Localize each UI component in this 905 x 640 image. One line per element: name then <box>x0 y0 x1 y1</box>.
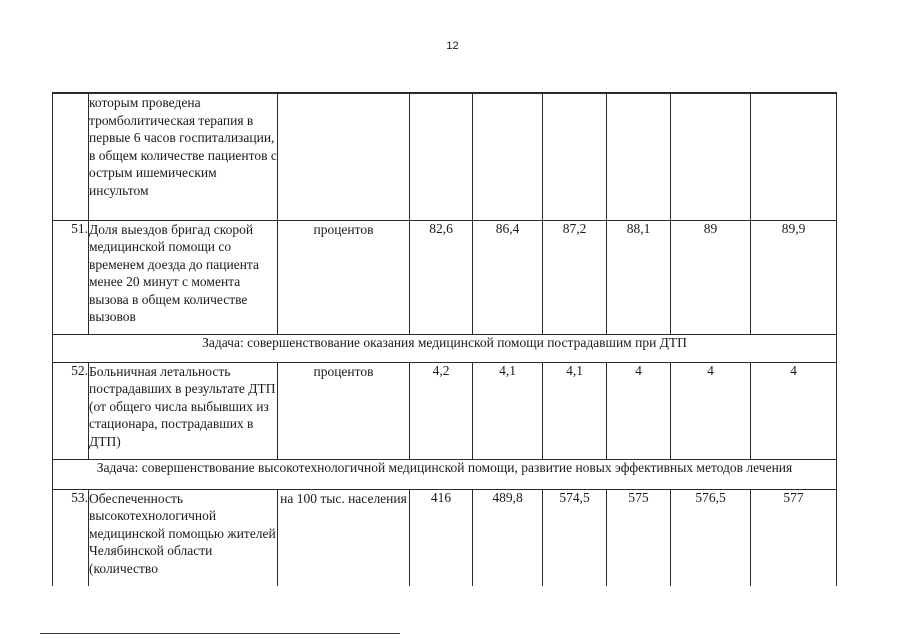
row-number: 52. <box>53 362 89 459</box>
row-number: 51. <box>53 220 89 334</box>
indicator-name: Доля выездов бригад скорой медицинской помощи со временем доезда до пациента менее 20 минут с момента вызова в общем количестве вызовов <box>89 220 278 334</box>
value-cell <box>543 93 607 220</box>
value-cell <box>473 93 543 220</box>
task-heading: Задача: совершенствование оказания медицинской помощи пострадавшим при ДТП <box>53 334 837 362</box>
task-row <box>53 459 837 489</box>
value-cell: 82,6 <box>410 220 473 334</box>
row-number <box>53 93 89 220</box>
indicator-name: Обеспеченность высокотехнологичной медицинской помощью жителей Челябинской области (количество <box>89 489 278 586</box>
value-cell: 575 <box>607 489 671 586</box>
table-row <box>53 362 837 459</box>
table-row <box>53 489 837 586</box>
value-cell: 4 <box>671 362 751 459</box>
indicators-table <box>52 92 837 586</box>
value-cell: 489,8 <box>473 489 543 586</box>
task-heading: Задача: совершенствование высокотехнологичной медицинской помощи, развитие новых эффективных методов лечения <box>53 459 837 489</box>
unit-cell <box>278 93 410 220</box>
value-cell: 4,1 <box>473 362 543 459</box>
value-cell: 87,2 <box>543 220 607 334</box>
footer-divider <box>40 633 400 634</box>
unit-cell: процентов <box>278 362 410 459</box>
value-cell: 574,5 <box>543 489 607 586</box>
value-cell: 88,1 <box>607 220 671 334</box>
value-cell: 89,9 <box>751 220 837 334</box>
value-cell: 576,5 <box>671 489 751 586</box>
unit-cell: процентов <box>278 220 410 334</box>
task-row <box>53 334 837 362</box>
value-cell: 4,1 <box>543 362 607 459</box>
value-cell: 416 <box>410 489 473 586</box>
value-cell: 4 <box>751 362 837 459</box>
unit-cell: на 100 тыс. населения <box>278 489 410 586</box>
page-number: 12 <box>446 40 459 52</box>
value-cell <box>410 93 473 220</box>
table-row <box>53 220 837 334</box>
value-cell: 89 <box>671 220 751 334</box>
indicator-name: Больничная летальность пострадавших в результате ДТП (от общего числа выбывших из стационара, пострадавших в ДТП) <box>89 362 278 459</box>
table-row <box>53 93 837 220</box>
value-cell: 86,4 <box>473 220 543 334</box>
value-cell: 577 <box>751 489 837 586</box>
value-cell: 4 <box>607 362 671 459</box>
row-number: 53. <box>53 489 89 586</box>
value-cell <box>671 93 751 220</box>
value-cell <box>751 93 837 220</box>
value-cell: 4,2 <box>410 362 473 459</box>
value-cell <box>607 93 671 220</box>
indicator-name: которым проведена тромболитическая терапия в первые 6 часов госпитализации, в общем количестве пациентов с острым ишемическим инсультом <box>89 93 278 220</box>
